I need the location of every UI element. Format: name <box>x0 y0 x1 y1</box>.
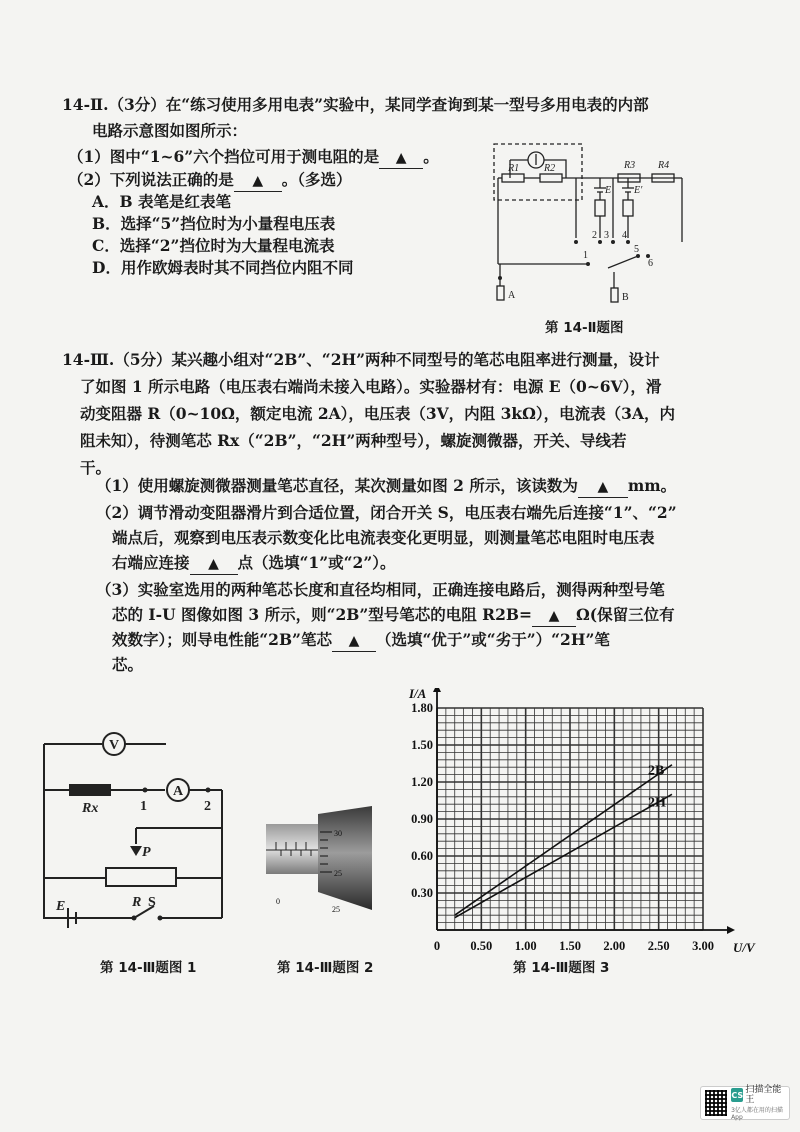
q3-sub3-b-pre: 芯的 I-U 图像如图 3 所示，则“2B”型号笔芯的电阻 R2B= <box>112 605 532 624</box>
q3-line-2: 了如图 1 所示电路（电压表右端尚未接入电路）。实验器材有：电源 E（0~6V），滑 <box>80 377 662 396</box>
q2-part2-blank <box>234 170 282 192</box>
q2-part1-text: （1）图中“1~6”六个挡位可用于测电阻的是 <box>68 147 380 166</box>
resistor-r1 <box>502 174 524 182</box>
label-a: A <box>508 290 516 301</box>
scanner-app-slogan: 3亿人都在用的扫描App <box>731 1107 783 1121</box>
q3-sub3-b <box>112 605 675 627</box>
fig1-label-rx: Rx <box>82 801 99 816</box>
label-r1: R1 <box>508 163 520 174</box>
q2-part2-tail: 。（多选） <box>281 170 352 189</box>
x-tick-label: 0 <box>433 939 441 953</box>
answer-mark: ▲ <box>208 556 219 572</box>
figure3-caption: 第 14-Ⅲ题图 3 <box>513 960 610 976</box>
y-axis-arrow <box>433 688 441 692</box>
label-1: 1 <box>583 250 588 261</box>
q3-sub2-blank <box>190 553 238 575</box>
y-axis-label: I/A <box>409 688 427 701</box>
y-tick-label: 1.50 <box>411 738 433 752</box>
q3-sub3-blank-2 <box>332 630 376 652</box>
fig2-label-25: 25 <box>334 869 342 878</box>
q2-part2 <box>68 170 352 192</box>
q3-sub3-b-post: Ω(保留三位有 <box>575 605 675 624</box>
x-axis-arrow <box>727 926 735 934</box>
multimeter-circuit-diagram <box>488 138 698 310</box>
q2-heading: 14-Ⅱ.（3分）在“练习使用多用电表”实验中，某同学查询到某一型号多用电表的内部 <box>62 95 649 114</box>
fig1-label-e: E <box>56 899 66 914</box>
q2-figure-caption: 第 14-Ⅱ题图 <box>545 320 624 336</box>
figure2-micrometer <box>262 800 378 920</box>
pencil-lead-rx <box>70 785 110 795</box>
y-tick-label: 1.80 <box>411 701 433 715</box>
answer-mark: ▲ <box>252 173 264 189</box>
x-tick-label: 3.00 <box>692 939 714 953</box>
q3-sub2-c-pre: 右端应连接 <box>112 553 190 572</box>
label-e: E <box>605 185 612 196</box>
figure2-caption: 第 14-Ⅲ题图 2 <box>277 960 374 976</box>
chart-grid <box>437 708 703 930</box>
q3-sub3-c-post: （选填“优于”或“劣于”）“2H”笔 <box>375 630 610 649</box>
answer-mark: ▲ <box>395 150 407 166</box>
scanner-app-name: 扫描全能王 <box>745 1085 782 1105</box>
label-r2: R2 <box>544 163 556 174</box>
x-tick-label: 2.00 <box>603 939 626 953</box>
series-label-2B: 2B <box>647 763 665 779</box>
series-label-2H: 2H <box>647 795 666 811</box>
fig1-label-1: 1 <box>140 799 147 814</box>
label-b: B <box>622 292 629 303</box>
q2-option-a: A．B 表笔是红表笔 <box>92 192 232 211</box>
label-r3: R3 <box>624 160 636 171</box>
q2-option-d: D．用作欧姆表时其不同挡位内阻不同 <box>92 258 354 277</box>
label-5: 5 <box>634 244 639 255</box>
figure1-circuit <box>38 728 248 938</box>
fig2-label-25-bottom: 25 <box>332 905 340 914</box>
label-3: 3 <box>604 230 609 241</box>
label-e-prime: E′ <box>634 185 643 196</box>
x-tick-label: 0.50 <box>470 939 493 953</box>
label-4: 4 <box>622 230 627 241</box>
q2-part1-period: 。 <box>423 147 439 166</box>
q3-line-3: 动变阻器 R（0~10Ω，额定电流 2A），电压表（3V，内阻 3kΩ），电流表（3A，内 <box>80 404 675 423</box>
cs-logo-icon: CS <box>731 1088 743 1102</box>
q2-option-b: B．选择“5”挡位时为小量程电压表 <box>92 214 336 233</box>
q2-option-c: C．选择“2”挡位时为大量程电流表 <box>92 236 335 255</box>
q3-sub1 <box>96 476 676 498</box>
x-tick-label: 1.50 <box>559 939 581 953</box>
q3-sub2-a: （2）调节滑动变阻器滑片到合适位置，闭合开关 S，电压表右端先后连接“1”、“2” <box>96 503 677 522</box>
figure3-iu-chart <box>400 688 770 958</box>
fig1-label-v: V <box>109 738 120 753</box>
q3-line-1: 14-Ⅲ.（5分）某兴趣小组对“2B”、“2H”两种不同型号的笔芯电阻率进行测量，设计 <box>62 350 660 369</box>
fig1-label-r: R <box>132 895 142 910</box>
q3-line-4: 阻未知），待测笔芯 Rx（“2B”，“2H”两种型号），螺旋测微器，开关、导线若 <box>80 431 627 450</box>
q3-sub1-unit: mm。 <box>627 476 677 495</box>
q3-sub3-a: （3）实验室选用的两种笔芯长度和直径均相同，正确连接电路后，测得两种型号笔 <box>96 580 665 599</box>
label-r4: R4 <box>658 160 670 171</box>
label-6: 6 <box>648 258 653 269</box>
figure1-caption: 第 14-Ⅲ题图 1 <box>100 960 197 976</box>
chart-series <box>455 764 672 918</box>
q2-part2-text: （2）下列说法正确的是 <box>68 170 234 189</box>
y-tick-label: 0.30 <box>411 886 433 900</box>
scanner-watermark <box>700 1086 790 1120</box>
q3-sub3-blank-1 <box>532 605 576 627</box>
q3-sub2-c-post: 点（选填“1”或“2”）。 <box>237 553 396 572</box>
label-2: 2 <box>592 230 597 241</box>
q3-sub3-d: 芯。 <box>112 655 144 674</box>
y-tick-label: 1.20 <box>411 775 433 789</box>
chart-axes <box>433 688 735 934</box>
fig1-label-p: P <box>142 845 151 860</box>
x-tick-label: 1.00 <box>514 939 537 953</box>
qr-code-icon <box>705 1090 727 1116</box>
answer-mark: ▲ <box>348 633 360 649</box>
answer-mark: ▲ <box>548 608 560 624</box>
y-tick-label: 0.90 <box>411 812 433 826</box>
q3-sub1-text: （1）使用螺旋测微器测量笔芯直径，某次测量如图 2 所示，该读数为 <box>96 476 578 495</box>
x-tick-label: 2.50 <box>647 939 670 953</box>
x-axis-label: U/V <box>733 940 755 955</box>
fig2-label-0: 0 <box>276 897 280 906</box>
resistor-r2 <box>540 174 562 182</box>
q2-part1 <box>68 147 439 169</box>
q3-sub3-c <box>112 630 610 652</box>
fig1-label-a: A <box>173 784 184 799</box>
q2-part1-blank <box>379 147 423 169</box>
y-tick-label: 0.60 <box>411 849 433 863</box>
q2-heading-cont: 电路示意图如图所示： <box>92 121 248 140</box>
q3-sub2-b: 端点后，观察到电压表示数变化比电流表变化更明显，则测量笔芯电阻时电压表 <box>112 528 655 547</box>
q3-sub2-c <box>112 553 396 575</box>
q3-sub1-blank <box>578 476 628 498</box>
fig1-label-s: S <box>148 895 156 910</box>
q3-sub3-c-pre: 效数字）；则导电性能“2B”笔芯 <box>112 630 332 649</box>
q3-line-5: 干。 <box>80 458 112 477</box>
rheostat <box>106 868 176 886</box>
fig2-label-30: 30 <box>334 829 342 838</box>
fig1-label-2: 2 <box>204 799 211 814</box>
answer-mark: ▲ <box>597 479 609 495</box>
